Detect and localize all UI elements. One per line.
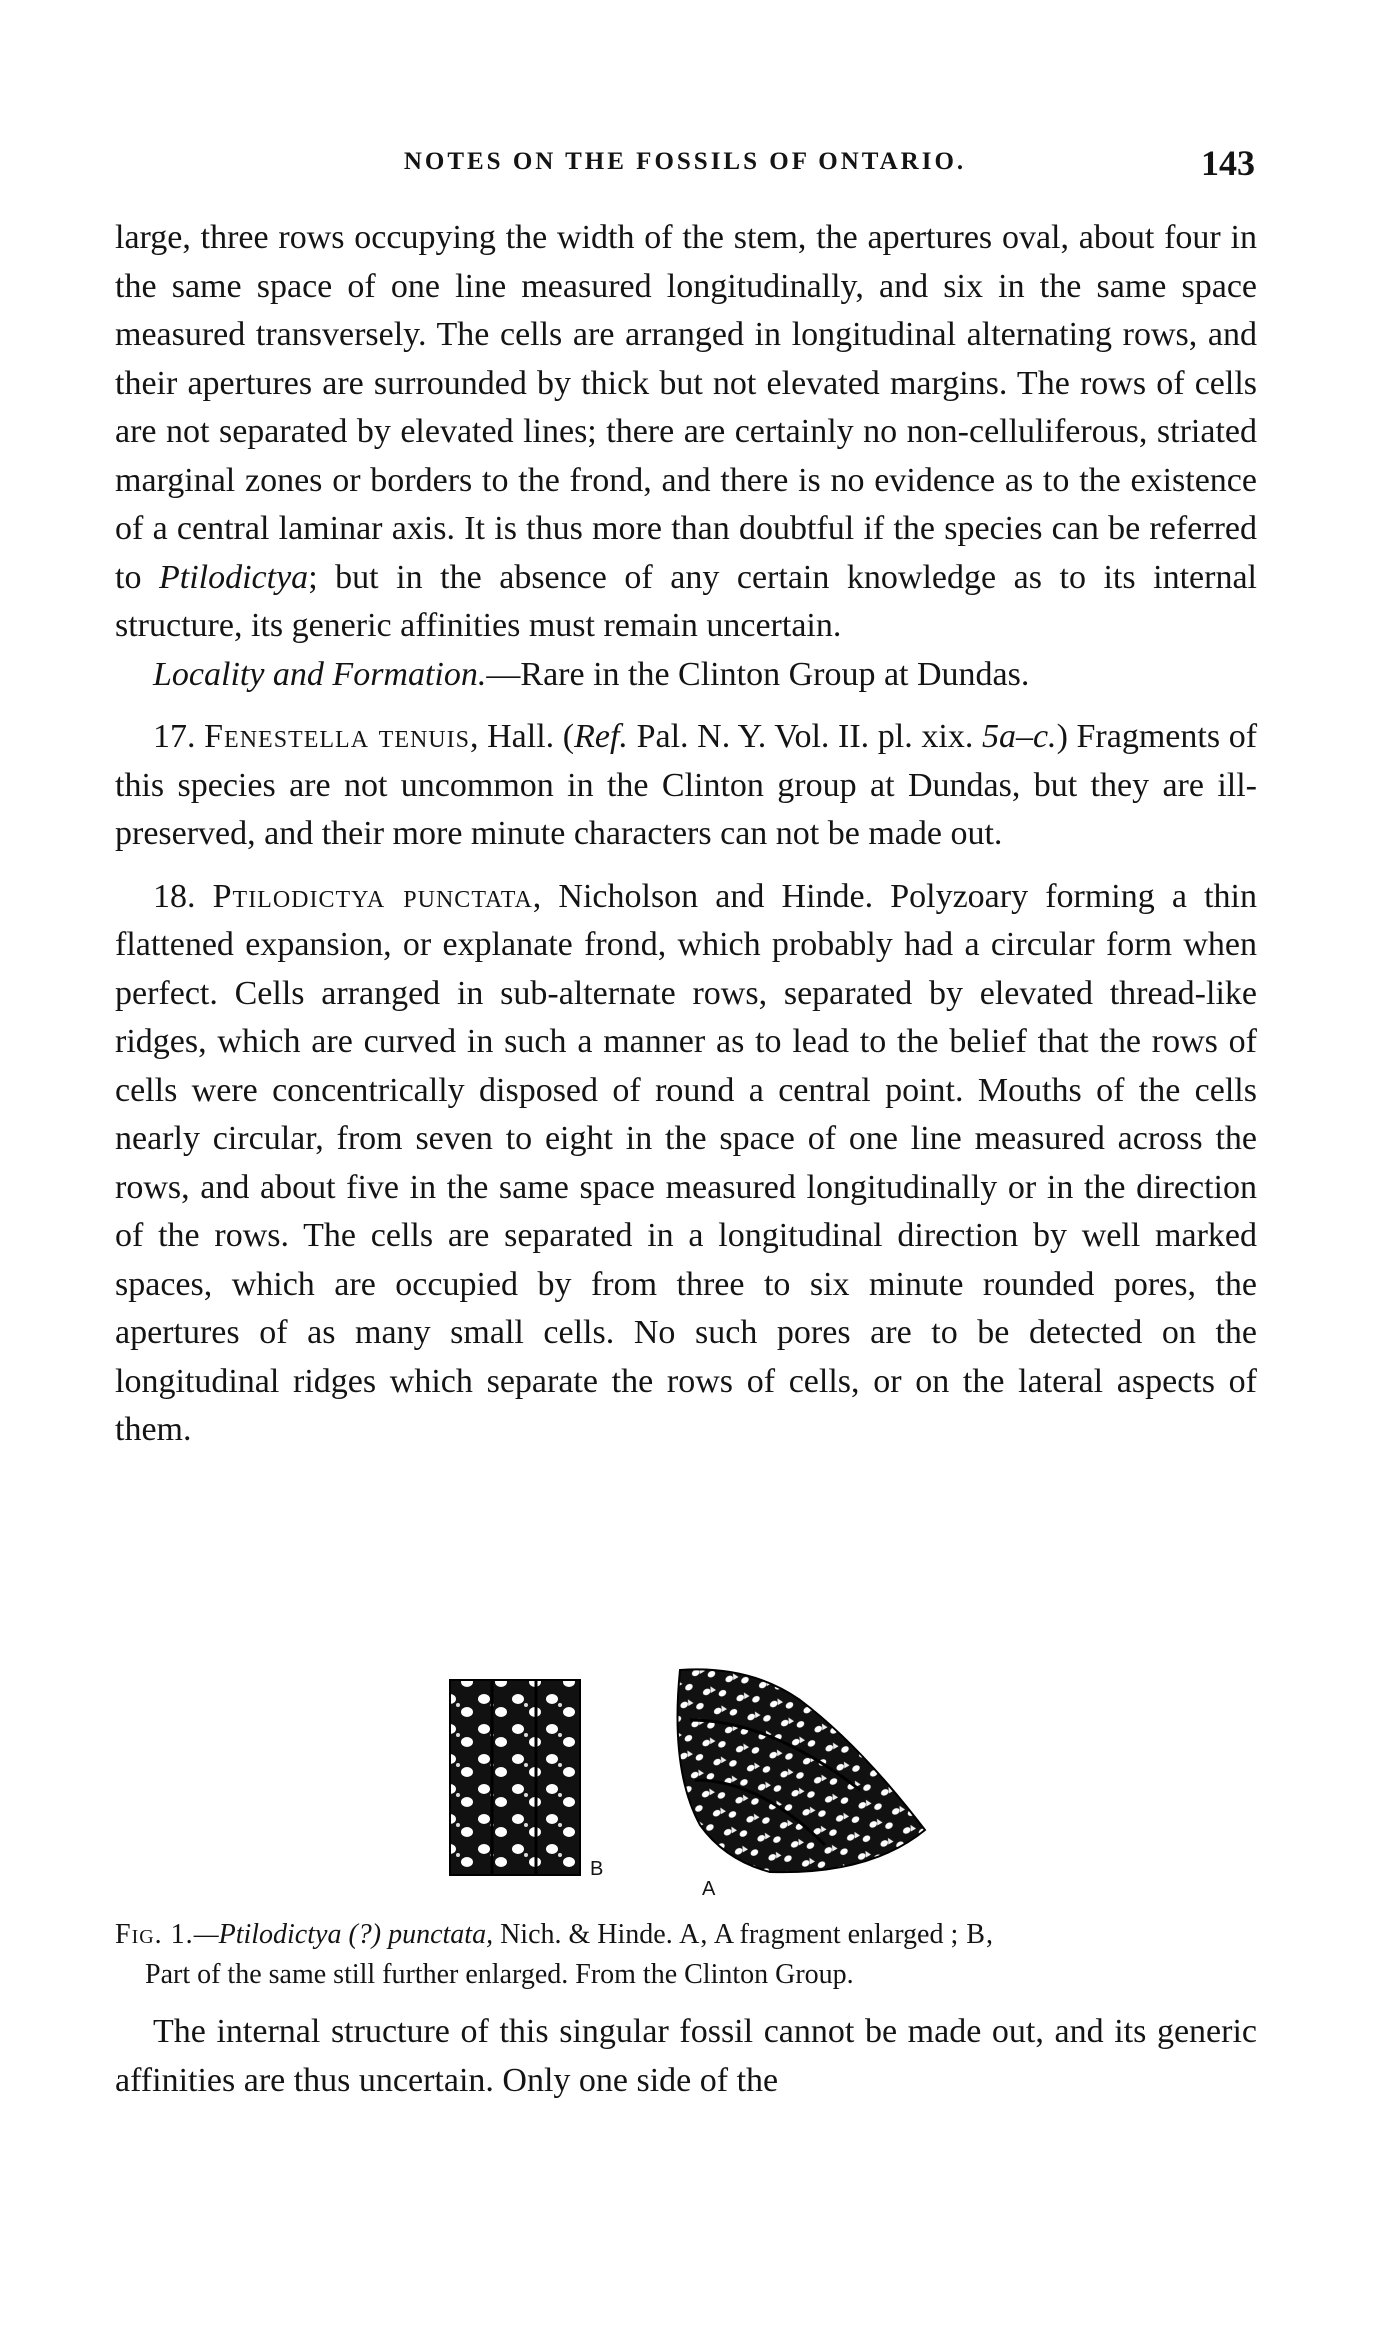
reference-abbrev: Ref. [574, 718, 628, 755]
genus-name: Ptilodictya [159, 558, 309, 596]
figure-reference: 5a–c. [981, 718, 1057, 755]
reference-text: Pal. N. Y. Vol. II. pl. xix. [627, 718, 982, 755]
species-17-paragraph [115, 713, 1257, 859]
caption-a-marker: A, [672, 1919, 709, 1950]
paragraph-text: ; but in the absence of any certain knowledge as to its internal structure, its generic affinities must remain uncertain. [115, 558, 1257, 644]
species-number: 17. [153, 718, 196, 755]
locality-text: —Rare in the Clinton Group at Dundas. [486, 655, 1030, 693]
species-number: 18. [153, 877, 196, 915]
fossil-figure [440, 1660, 1000, 1900]
species-name: Fenestella tenuis [204, 718, 470, 755]
caption-line-2: Part of the same still further enlarged. From the Clinton Group. [145, 1959, 854, 1990]
paragraph-text: large, three rows occupying the width of the stem, the apertures oval, about four in the same space of one line measured longitudinally, and six in the same space measured transversely. The cells are arranged in longitudinal alternating rows, and their apertures are surrounded by thick but not elevated margins. The rows of cells are not separated by elevated lines; there are certainly no non-celluliferous, striated marginal zones or borders to the frond, and there is no evidence as to the existence of a central laminar axis. It is thus more than doubtful if the species can be referred to [115, 219, 1257, 596]
figure-label-b: B [590, 1858, 604, 1880]
caption-species: —Ptilodictya (?) punctata, [193, 1919, 494, 1950]
caption-b-marker: B, [958, 1919, 994, 1950]
species-18-paragraph [115, 873, 1257, 1455]
species-author: , Hall. ( [469, 718, 575, 755]
paragraph-text: ) Fragments of this species are not uncommon in the Clinton group at Dundas, but they are ill-preserved, and their more minute characters can not be made out. [115, 718, 1258, 852]
fossil-illustration [440, 1660, 1000, 1900]
running-head [115, 143, 1255, 188]
final-paragraph: The internal structure of this singular fossil cannot be made out, and its generic affinities are thus uncertain. Only one side of the [115, 2013, 1257, 2099]
page-number: 143 [1201, 143, 1255, 183]
paragraph-continued [115, 214, 1257, 651]
caption-authors: Nich. & Hinde. [493, 1919, 673, 1950]
running-title: NOTES ON THE FOSSILS OF ONTARIO. [403, 148, 967, 175]
species-name: Ptilodictya punctata [212, 877, 533, 915]
caption-fig-number: Fig. 1. [115, 1919, 194, 1950]
body-text-lower [115, 2008, 1257, 2105]
caption-a-text: A fragment enlarged ; [708, 1919, 959, 1950]
paragraph-text: , Nicholson and Hinde. Polyzoary forming a thin flattened expansion, or explanate frond, which probably had a circular form when perfect. Cells arranged in sub-alternate rows, separated by elevated thread-like ridges, which are curved in such a manner as to lead to the belief that the rows of cells were concentrically disposed of round a central point. Mouths of the cells nearly circular, from seven to eight in the space of one line measured across the rows, and about five in the same space measured longitudinally or in the direction of the rows. The cells are separated in a longitudinal direction by well marked spaces, which are occupied by from three to six minute rounded pores, the apertures of as many small cells. No such pores are to be detected on the longitudinal ridges which separate the rows of cells, or on the lateral aspects of them. [115, 877, 1257, 1448]
body-text-upper [115, 214, 1257, 1455]
fragment-a-drawing [678, 1669, 926, 1872]
figure-label-a: A [702, 1878, 716, 1900]
fragment-b-drawing [450, 1680, 580, 1875]
locality-paragraph [115, 651, 1257, 700]
caption-line-1 [115, 1915, 1257, 1955]
locality-label: Locality and Formation. [153, 655, 487, 693]
figure-caption [115, 1915, 1257, 1995]
